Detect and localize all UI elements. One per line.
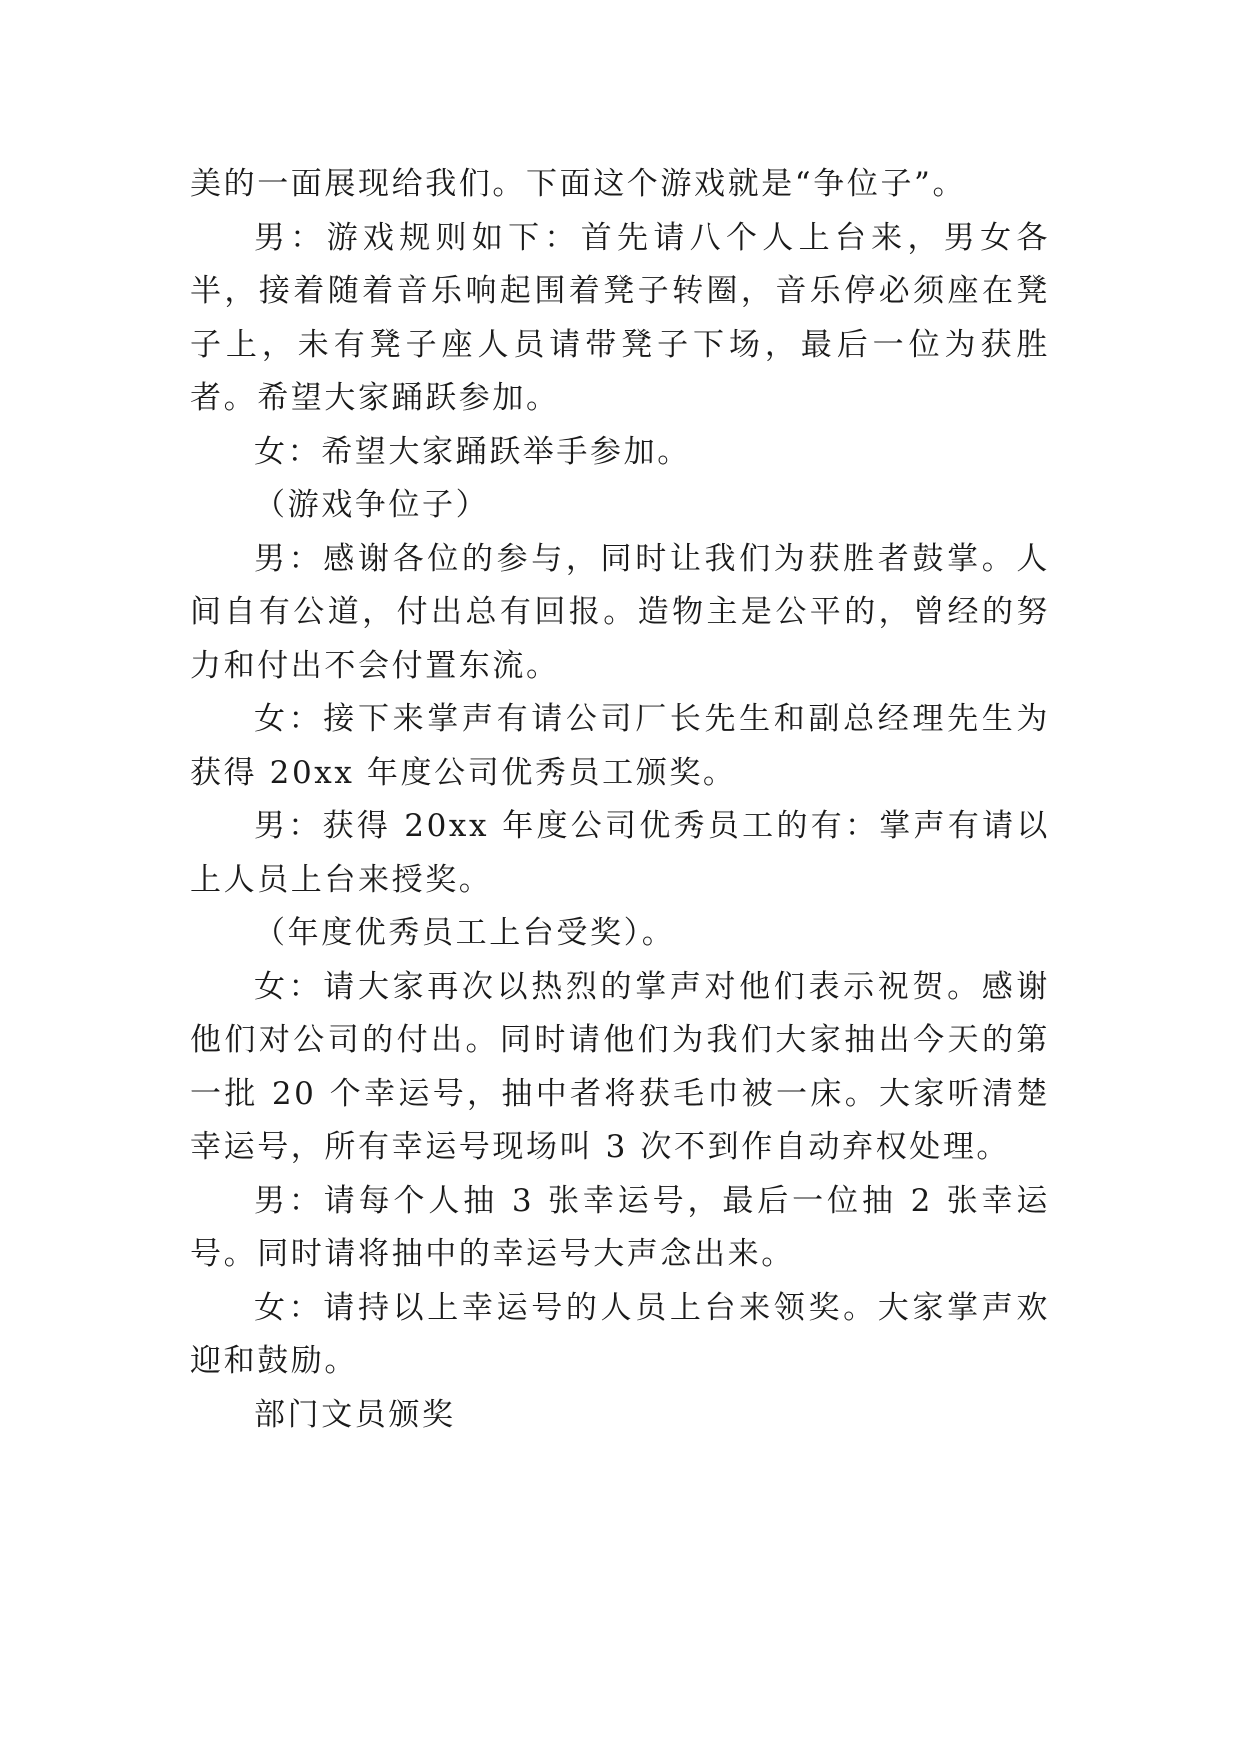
paragraph-game-rules: 男：游戏规则如下：首先请八个人上台来，男女各半，接着随着音乐响起围着凳子转圈，音乐停必须座在凳子上，未有凳子座人员请带凳子下场，最后一位为获胜者。希望大家踊跃参加。 bbox=[190, 219, 1050, 416]
paragraph-lucky-draw-claim: 女：请持以上幸运号的人员上台来领奖。大家掌声欢迎和鼓励。 bbox=[190, 1289, 1050, 1379]
paragraph-continuation: 美的一面展现给我们。下面这个游戏就是“争位子”。 bbox=[190, 166, 967, 202]
paragraph-award-intro: 女：接下来掌声有请公司厂长先生和副总经理先生为获得 20xx 年度公司优秀员工颁奖。 bbox=[190, 701, 1050, 791]
paragraph-thanks-winners: 男：感谢各位的参与，同时让我们为获胜者鼓掌。人间自有公道，付出总有回报。造物主是公平的，曾经的努力和付出不会付置东流。 bbox=[190, 540, 1050, 684]
paragraph-invite-participation: 女：希望大家踊跃举手参加。 bbox=[254, 433, 691, 470]
document-body bbox=[190, 158, 1050, 1442]
paragraph-section-heading: 部门文员颁奖 bbox=[254, 1396, 456, 1433]
paragraph-game-note: （游戏争位子） bbox=[254, 487, 490, 523]
paragraph-award-note: （年度优秀员工上台受奖）。 bbox=[254, 915, 676, 951]
paragraph-lucky-draw-rules: 男：请每个人抽 3 张幸运号，最后一位抽 2 张幸运号。同时请将抽中的幸运号大声念出来。 bbox=[190, 1182, 1050, 1272]
paragraph-award-winners: 男：获得 20xx 年度公司优秀员工的有：掌声有请以上人员上台来授奖。 bbox=[190, 808, 1050, 898]
paragraph-lucky-draw-intro: 女：请大家再次以热烈的掌声对他们表示祝贺。感谢他们对公司的付出。同时请他们为我们大家抽出今天的第一批 20 个幸运号，抽中者将获毛巾被一床。大家听清楚幸运号，所有幸运号现场叫 3 次不到作自动弃权处理。 bbox=[190, 968, 1050, 1165]
